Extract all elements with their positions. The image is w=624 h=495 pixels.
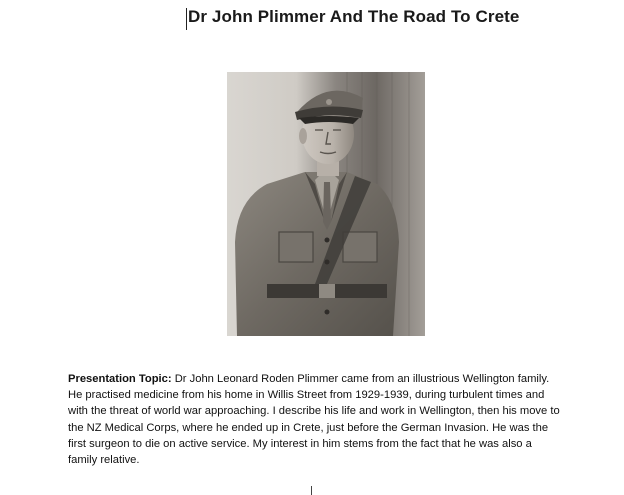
presentation-topic-text: Dr John Leonard Roden Plimmer came from an illustrious Wellington family. He practised medicine from his home in Willis Street from 1929-1939, during turbulent times and with the threat of world war approaching. I describe his life and work in Wellington, then his move to the NZ Medical Corps, where he ended up in Crete, just before the German Invasion. He was the first surgeon to die on active service. My interest in him stems from the fact that he was also a family relative. — [68, 373, 560, 467]
document-title[interactable]: Dr John Plimmer And The Road To Crete — [188, 7, 520, 26]
text-cursor — [186, 8, 187, 30]
presentation-topic-label: Presentation Topic: — [68, 373, 172, 385]
portrait-photo[interactable] — [227, 72, 425, 336]
presentation-topic-paragraph[interactable] — [68, 371, 564, 468]
page-divider-mark — [311, 486, 312, 495]
